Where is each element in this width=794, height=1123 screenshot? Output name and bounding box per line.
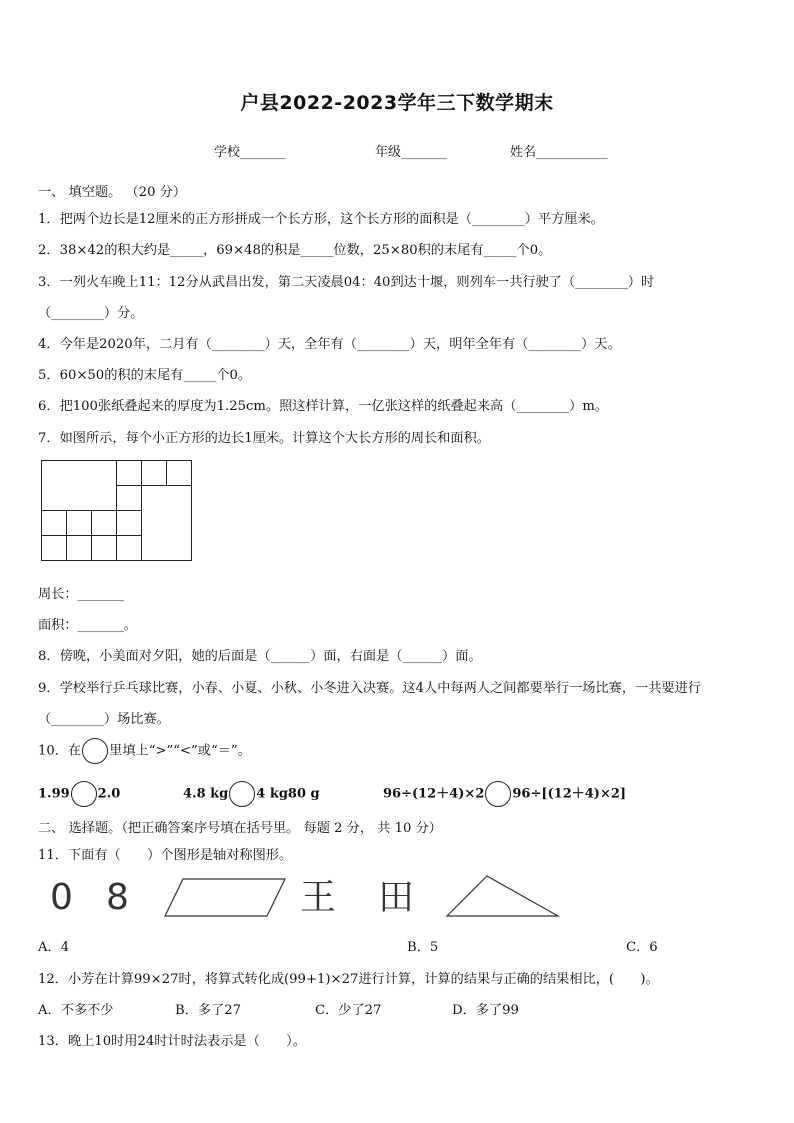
question-5: 5．60×50的积的末尾有_____个0。 [38, 368, 252, 383]
question-4: 4．今年是2020年，二月有（________）天，全年有（________）天，明年全年有（________）天。 [38, 337, 621, 352]
question-11: 11．下面有（ ）个图形是轴对称图形。 [38, 848, 293, 863]
compare-circle-2 [229, 781, 255, 807]
q12-option-b: B．多了27 [175, 1003, 242, 1018]
q12-option-d: D．多了99 [452, 1003, 519, 1018]
question-10-suffix: 里填上“>”“<”或“＝”。 [109, 743, 251, 759]
page-title: 户县2022-2023学年三下数学期末 [240, 92, 554, 114]
compare-circle-1 [71, 781, 97, 807]
compare-item-3 [383, 781, 626, 807]
question-9-continued: （________）场比赛。 [38, 712, 170, 727]
section-fill-blank: 一、 填空题。 （20 分） [38, 185, 187, 200]
compare-item-1-left: 1.99 [38, 786, 70, 802]
area-answer: 面积：_______。 [38, 618, 137, 633]
q12-option-c: C．少了27 [315, 1003, 382, 1018]
school-field: 学校_______ [214, 145, 286, 160]
question-12: 12．小芳在计算99×27时，将算式转化成(99+1)×27进行计算，计算的结果与正确的结果相比，( )。 [38, 972, 659, 987]
compare-circle [82, 738, 108, 764]
q11-option-b: B．5 [407, 940, 439, 955]
question-1: 1．把两个边长是12厘米的正方形拼成一个长方形，这个长方形的面积是（________）平方厘米。 [38, 212, 604, 227]
compare-item-2 [183, 781, 320, 807]
question-10 [38, 738, 251, 764]
question-7: 7．如图所示，每个小正方形的边长1厘米。计算这个大长方形的周长和面积。 [38, 431, 490, 446]
q11-option-c: C．6 [626, 940, 658, 955]
compare-item-3-left: 96÷(12＋4)×2 [383, 786, 485, 802]
name-field: 姓名___________ [510, 145, 608, 160]
figure-char-tian: 田 [378, 877, 415, 918]
parallelogram-figure [163, 877, 288, 919]
figure-digit-eight: 8 [106, 877, 129, 918]
figure-char-wang: 王 [300, 877, 337, 918]
rectangle-grid-figure [40, 459, 195, 563]
figure-digit-zero: 0 [50, 877, 73, 918]
compare-item-1 [38, 781, 120, 807]
question-10-prefix: 10．在 [38, 743, 82, 759]
question-8: 8．傍晚，小美面对夕阳，她的后面是（______）面，右面是（______）面。 [38, 649, 482, 664]
grade-field: 年级_______ [375, 145, 447, 160]
compare-item-2-right: 4 kg80 g [256, 786, 320, 802]
compare-item-1-right: 2.0 [97, 786, 121, 802]
compare-item-2-left: 4.8 kg [183, 786, 229, 802]
triangle-figure [444, 874, 562, 920]
compare-circle-3 [485, 781, 511, 807]
question-13: 13．晚上10时用24时计时法表示是（ ）。 [38, 1034, 306, 1049]
question-6: 6．把100张纸叠起来的厚度为1.25cm。照这样计算，一亿张这样的纸叠起来高（________）m。 [38, 399, 609, 414]
compare-item-3-right: 96÷[(12＋4)×2] [512, 786, 627, 802]
q12-option-a: A．不多不少 [38, 1003, 114, 1018]
perimeter-answer: 周长：_______ [38, 587, 124, 602]
question-3-continued: （________）分。 [38, 306, 144, 321]
question-9: 9．学校举行乒乓球比赛，小春、小夏、小秋、小冬进入决赛。这4人中每两人之间都要举行一场比赛，一共要进行 [38, 681, 701, 696]
question-3: 3．一列火车晚上11：12分从武昌出发，第二天凌晨04：40到达十堰，则列车一共行驶了（________）时 [38, 275, 655, 290]
question-2: 2．38×42的积大约是_____，69×48的积是_____位数，25×80积的末尾有_____个0。 [38, 243, 552, 258]
section-multiple-choice: 二、 选择题。（把正确答案序号填在括号里。 每题 2 分， 共 10 分） [38, 821, 442, 836]
q11-option-a: A．4 [38, 940, 70, 955]
